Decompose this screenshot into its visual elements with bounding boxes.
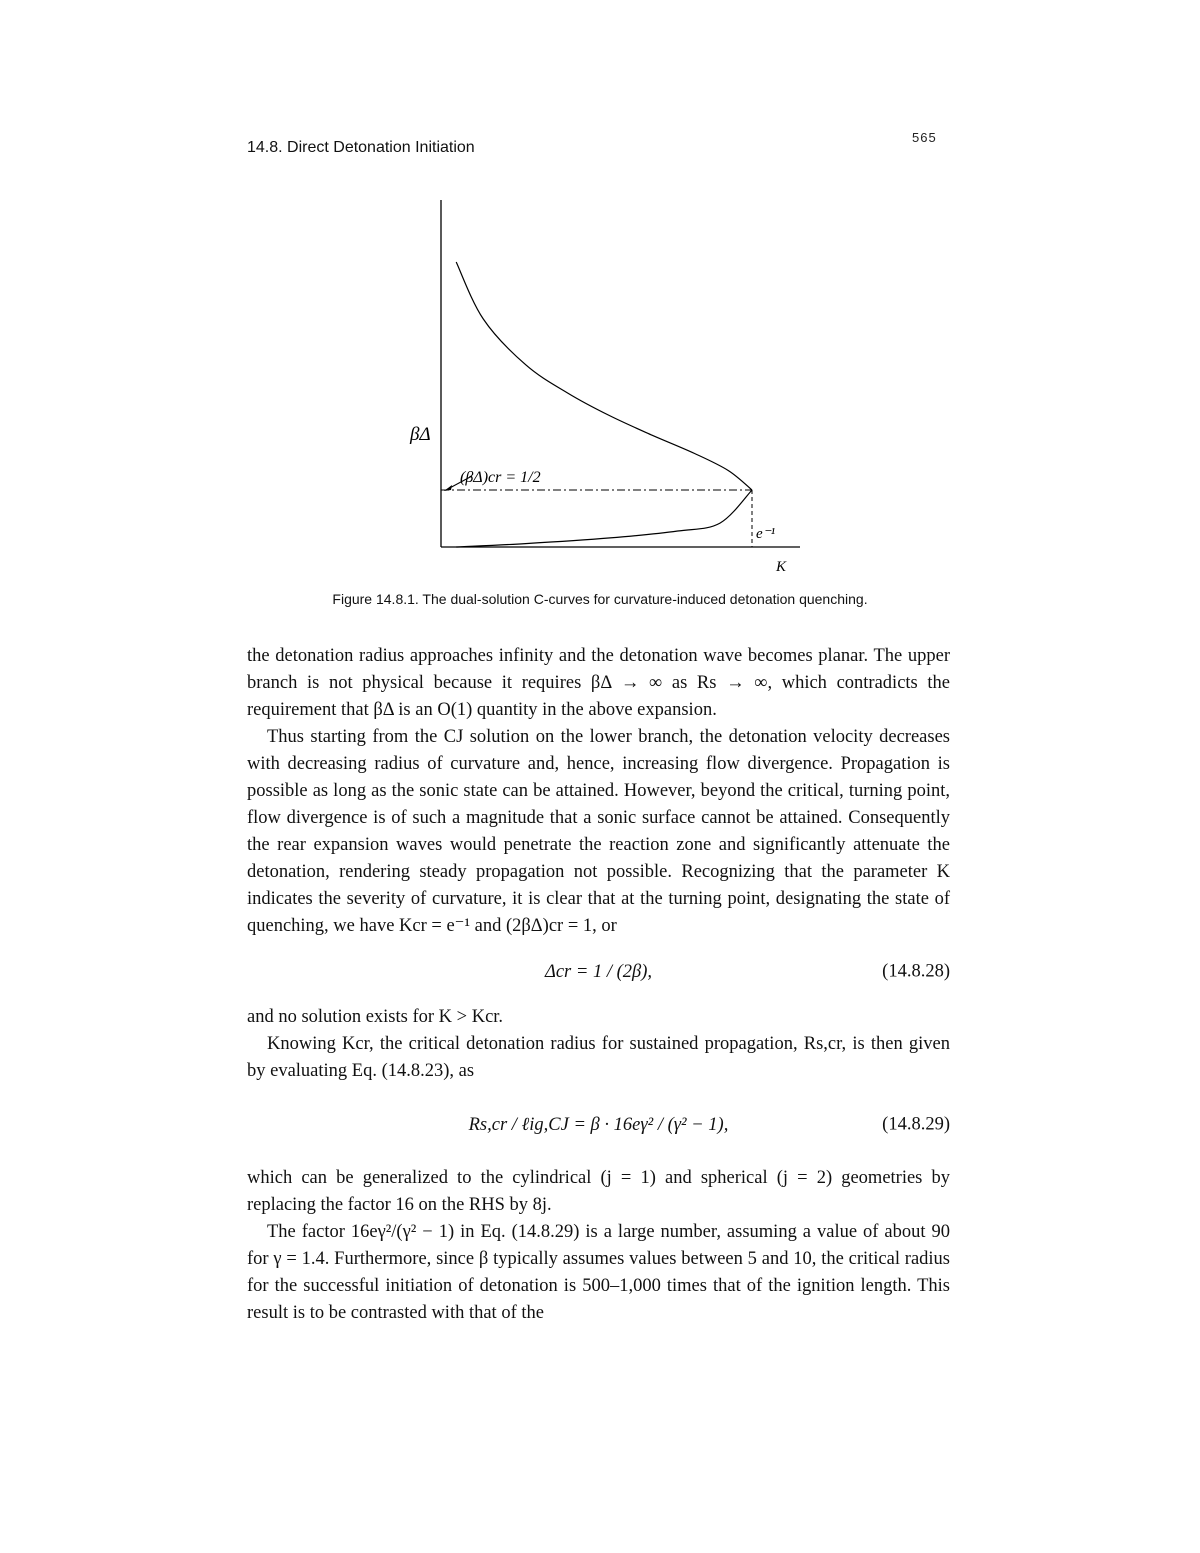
equation-14-8-29 (247, 1085, 950, 1165)
lower-branch-curve (456, 490, 752, 547)
x-axis-label: K (776, 559, 787, 575)
paragraph-5: which can be generalized to the cylindrical (j = 1) and spherical (j = 2) geometries by replacing the factor 16 on the RHS by 8j. (247, 1168, 950, 1215)
paragraph-3: and no solution exists for K > Kcr. (247, 1007, 504, 1027)
paragraph-1: the detonation radius approaches infinity and the detonation wave becomes planar. The upper branch is not physical because it requires βΔ → ∞ as Rs → ∞, which contradicts the requirement that βΔ is an O(1) quantity in the above expansion. (247, 646, 950, 720)
equation-1-content: Δcr = 1 / (2β), (544, 961, 653, 982)
paragraph-4: Knowing Kcr, the critical detonation radius for sustained propagation, Rs,cr, is then given by evaluating Eq. (14.8.23), as (247, 1034, 950, 1081)
figure-caption: Figure 14.8.1. The dual-solution C-curves for curvature-induced detonation quenching. (332, 591, 868, 607)
running-header: 14.8. Direct Detonation Initiation (247, 139, 475, 156)
equation-2-content: Rs,cr / ℓig,CJ = β · 16eγ² / (γ² − 1), (468, 1114, 729, 1135)
paragraph-6: The factor 16eγ²/(γ² − 1) in Eq. (14.8.29) is a large number, assuming a value of about 90 for γ = 1.4. Furthermore, since β typically assumes values between 5 and 10, the critical radius for the successful initiation of detonation is 500–1,000 times that of the ignition length. This result is to be contrasted with that of the (247, 1222, 950, 1323)
figure-c-curves (0, 0, 1200, 600)
page-number: 565 (912, 130, 937, 145)
upper-branch-curve (456, 262, 752, 490)
equation-1-number: (14.8.28) (882, 961, 950, 982)
y-axis-label: βΔ (410, 424, 431, 445)
equation-2-number: (14.8.29) (882, 1114, 950, 1135)
turning-point-label: e⁻¹ (756, 526, 776, 542)
body-text (247, 643, 950, 1327)
equation-14-8-28 (247, 940, 950, 1004)
critical-value-label: (βΔ)cr = 1/2 (460, 469, 541, 486)
paragraph-2: Thus starting from the CJ solution on the lower branch, the detonation velocity decreases with decreasing radius of curvature and, hence, increasing flow divergence. Propagation is possible as long as the sonic state can be attained. However, beyond the critical, turning point, flow divergence is of such a magnitude that a sonic surface cannot be attained. Consequently the rear expansion waves would penetrate the reaction zone and significantly attenuate the detonation, rendering steady propagation not possible. Recognizing that the parameter K indicates the severity of curvature, it is clear that at the turning point, designating the state of quenching, we have Kcr = e⁻¹ and (2βΔ)cr = 1, or (247, 727, 950, 936)
arrow-head (444, 485, 452, 491)
